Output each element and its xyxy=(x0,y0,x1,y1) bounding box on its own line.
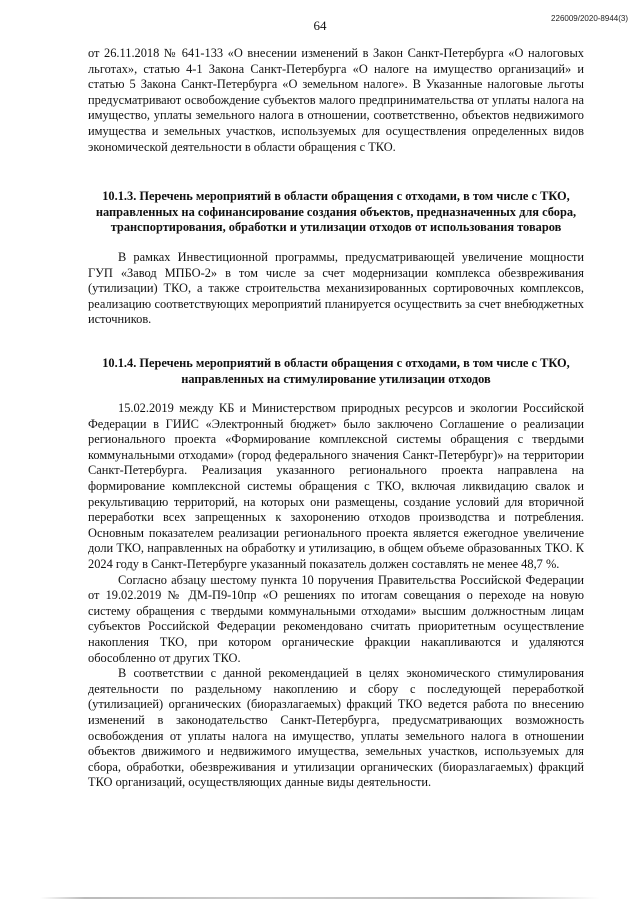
section-10-1-3-paragraph: В рамках Инвестиционной программы, предусматривающей увеличение мощности ГУП «Завод МПБО-2» в том числе за счет модернизации комплекса обезвреживания (утилизации) ТКО, а также строительства механизированных сортировочных комплексов, реализацию соответствующих мероприятий планируется осуществить за счет внебюджетных источников. xyxy=(88,249,584,327)
section-10-1-4-paragraph-3: В соответствии с данной рекомендацией в целях экономического стимулирования деятельности по раздельному накоплению и сбору с последующей переработкой (утилизацией) органических (биоразлагаемых) фракций ТКО ведется работа по внесению изменений в законодательство Санкт-Петербурга, предусматривающих возможность освобождения от уплаты налога на имущество, уплаты земельного налога в отношении объектов движимого и недвижимого имущества, земельных участков, используемых для сбора, обработки, обезвреживания и утилизации органических (биоразлагаемых) фракций ТКО организаций, осуществляющих данные виды деятельности. xyxy=(88,666,584,790)
intro-paragraph: от 26.11.2018 № 641-133 «О внесении изменений в Закон Санкт-Петербурга «О налоговых льготах», статью 4-1 Закона Санкт-Петербурга «О налоге на имущество организаций» и статью 5 Закона Санкт-Петербурга «О земельном налоге». В Указанные налоговые льготы предусматривают освобождение субъектов малого предпринимательства от уплаты налога на имущество, уплаты земельного налога в отношении, соответственно, объектов недвижимого имущества и земельных участков, используемых для осуществления определенных видов экономической деятельности в области обращения с ТКО. xyxy=(88,46,584,154)
section-10-1-4-paragraph-1: 15.02.2019 между КБ и Министерством природных ресурсов и экологии Российской Федерации в ГИИС «Электронный бюджет» было заключено Соглашение о реализации регионального проекта «Формирование комплексной системы обращения с твердыми коммунальными отходами» (город федерального значения Санкт-Петербург)» на территории Санкт-Петербурга. Реализация указанного регионального проекта направлена на формирование комплексной системы обращения с ТКО, включая ликвидацию свалок и рекультивацию территорий, на которых они размещены, создание условий для вторичной переработки всех запрещенных к захоронению отходов производства и потребления. Основным показателем реализации регионального проекта является ежегодное увеличение доли ТКО, направленных на обработку и утилизацию, в общем объеме образованных ТКО. К 2024 году в Санкт-Петербурге указанный показатель должен составлять не менее 48,7 %. xyxy=(88,401,584,572)
page-number: 64 xyxy=(313,18,327,33)
section-heading-10-1-4: 10.1.4. Перечень мероприятий в области обращения с отходами, в том числе с ТКО, направленных на стимулирование утилизации отходов xyxy=(102,355,570,386)
section-heading-10-1-3: 10.1.3. Перечень мероприятий в области обращения с отходами, в том числе с ТКО, направленных на софинансирование создания объектов, предназначенных для сбора, транспортирования, обработки и утилизации отходов от использования товаров xyxy=(95,189,577,235)
document-body xyxy=(88,46,584,791)
scan-edge-mark xyxy=(40,897,600,899)
section-10-1-4-paragraph-2: Согласно абзацу шестому пункта 10 поручения Правительства Российской Федерации от 19.02.2019 № ДМ-П9-10пр «О решениях по итогам совещания о переходе на новую систему обращения с твердыми коммунальными отходами» высшим должностным лицам субъектов Российской Федерации рекомендовано считать приоритетным осуществление накопления ТКО, при котором органические фракции накапливаются и удаляются обособленно от других ТКО. xyxy=(88,572,584,665)
document-id: 226009/2020-8944(3) xyxy=(551,14,628,23)
